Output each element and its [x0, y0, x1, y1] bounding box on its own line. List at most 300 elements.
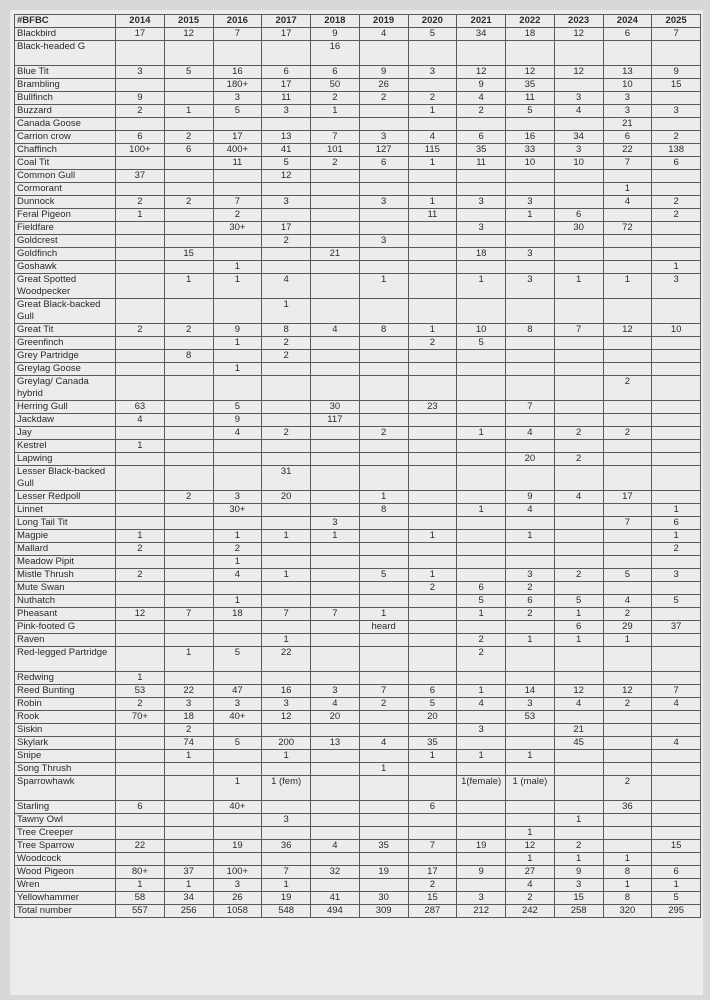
count-cell: 10 — [554, 157, 603, 170]
count-cell — [262, 414, 311, 427]
count-cell: 6 — [652, 157, 701, 170]
count-cell — [506, 363, 555, 376]
count-cell: 2 — [116, 196, 165, 209]
count-cell: 8 — [603, 866, 652, 879]
count-cell: 4 — [506, 879, 555, 892]
count-cell — [116, 556, 165, 569]
count-cell — [603, 337, 652, 350]
count-cell — [262, 801, 311, 814]
bird-count-table — [14, 14, 701, 918]
count-cell: 74 — [164, 737, 213, 750]
count-cell: 1 — [262, 634, 311, 647]
table-row — [15, 453, 701, 466]
table-title: #BFBC — [15, 15, 116, 28]
count-cell — [603, 299, 652, 324]
count-cell — [164, 401, 213, 414]
count-cell — [408, 41, 457, 66]
species-name: Goshawk — [15, 261, 116, 274]
count-cell: 21 — [603, 118, 652, 131]
count-cell: 2 — [213, 543, 262, 556]
count-cell — [652, 608, 701, 621]
count-cell: 58 — [116, 892, 165, 905]
count-cell: 7 — [311, 608, 360, 621]
count-cell: 12 — [164, 28, 213, 41]
count-cell — [164, 621, 213, 634]
count-cell: 1 — [213, 261, 262, 274]
count-cell — [116, 466, 165, 491]
count-cell — [116, 776, 165, 801]
count-cell — [164, 776, 213, 801]
count-cell — [311, 118, 360, 131]
count-cell: 2 — [603, 427, 652, 440]
count-cell — [164, 299, 213, 324]
count-cell — [311, 196, 360, 209]
count-cell — [359, 582, 408, 595]
count-cell — [262, 401, 311, 414]
count-cell — [262, 248, 311, 261]
count-cell — [262, 853, 311, 866]
count-cell: 1 — [213, 274, 262, 299]
count-cell: 256 — [164, 905, 213, 918]
count-cell — [311, 274, 360, 299]
count-cell: 2 — [408, 879, 457, 892]
count-cell: 6 — [652, 866, 701, 879]
count-cell — [408, 634, 457, 647]
count-cell — [116, 222, 165, 235]
count-cell — [457, 363, 506, 376]
year-header: 2024 — [603, 15, 652, 28]
count-cell — [457, 737, 506, 750]
count-cell: 11 — [506, 92, 555, 105]
count-cell — [164, 376, 213, 401]
count-cell: 3 — [262, 196, 311, 209]
count-cell — [457, 41, 506, 66]
count-cell — [554, 543, 603, 556]
count-cell: 2 — [652, 131, 701, 144]
count-cell: 1 — [164, 274, 213, 299]
count-cell: 127 — [359, 144, 408, 157]
count-cell — [652, 222, 701, 235]
count-cell — [213, 350, 262, 363]
count-cell — [554, 41, 603, 66]
count-cell: 2 — [116, 543, 165, 556]
table-row — [15, 440, 701, 453]
species-name: Coal Tit — [15, 157, 116, 170]
count-cell — [262, 582, 311, 595]
count-cell — [262, 672, 311, 685]
count-cell — [408, 608, 457, 621]
count-cell: 1 — [262, 879, 311, 892]
species-name: Linnet — [15, 504, 116, 517]
count-cell — [506, 466, 555, 491]
count-cell — [359, 556, 408, 569]
count-cell — [457, 621, 506, 634]
table-row — [15, 209, 701, 222]
table-row — [15, 582, 701, 595]
count-cell: 3 — [506, 569, 555, 582]
species-name: Starling — [15, 801, 116, 814]
table-row — [15, 517, 701, 530]
count-cell — [554, 414, 603, 427]
year-header: 2015 — [164, 15, 213, 28]
count-cell: 2 — [603, 698, 652, 711]
count-cell — [311, 634, 360, 647]
species-name: Reed Bunting — [15, 685, 116, 698]
count-cell — [506, 235, 555, 248]
count-cell — [457, 183, 506, 196]
count-cell: 1 — [457, 750, 506, 763]
count-cell: 3 — [408, 66, 457, 79]
count-cell — [457, 118, 506, 131]
count-cell — [408, 595, 457, 608]
count-cell: 15 — [652, 840, 701, 853]
species-name: Pink-footed G — [15, 621, 116, 634]
count-cell — [359, 261, 408, 274]
count-cell: 1 — [359, 274, 408, 299]
species-name: Great Black-backed Gull — [15, 299, 116, 324]
count-cell: 1 — [408, 569, 457, 582]
species-name: Goldfinch — [15, 248, 116, 261]
count-cell: 3 — [262, 105, 311, 118]
count-cell: 16 — [213, 66, 262, 79]
count-cell — [603, 750, 652, 763]
count-cell — [457, 814, 506, 827]
count-cell: 2 — [262, 235, 311, 248]
count-cell — [213, 672, 262, 685]
count-cell: 40+ — [213, 801, 262, 814]
count-cell — [603, 814, 652, 827]
table-row — [15, 698, 701, 711]
species-name: Tree Creeper — [15, 827, 116, 840]
count-cell — [311, 763, 360, 776]
count-cell — [652, 647, 701, 672]
count-cell: 4 — [652, 737, 701, 750]
count-cell — [359, 209, 408, 222]
count-cell — [652, 827, 701, 840]
count-cell: 2 — [262, 337, 311, 350]
count-cell — [213, 763, 262, 776]
count-cell — [506, 350, 555, 363]
count-cell: 2 — [554, 427, 603, 440]
count-cell — [506, 801, 555, 814]
species-name: Tawny Owl — [15, 814, 116, 827]
count-cell — [554, 827, 603, 840]
count-cell — [603, 672, 652, 685]
count-cell: 1 — [408, 530, 457, 543]
count-cell: 5 — [213, 105, 262, 118]
count-cell: 22 — [116, 840, 165, 853]
count-cell: 1 — [603, 879, 652, 892]
count-cell: 2 — [408, 582, 457, 595]
count-cell: 7 — [652, 685, 701, 698]
count-cell: 4 — [408, 131, 457, 144]
count-cell — [554, 299, 603, 324]
count-cell — [652, 466, 701, 491]
count-cell: 1 — [554, 634, 603, 647]
species-name: Jackdaw — [15, 414, 116, 427]
count-cell: 2 — [408, 92, 457, 105]
count-cell — [116, 183, 165, 196]
count-cell: 2 — [603, 376, 652, 401]
count-cell: 30 — [311, 401, 360, 414]
count-cell: 1 — [262, 569, 311, 582]
count-cell: 7 — [164, 608, 213, 621]
table-row — [15, 724, 701, 737]
count-cell: 30+ — [213, 222, 262, 235]
count-cell — [652, 337, 701, 350]
count-cell — [116, 248, 165, 261]
count-cell — [554, 763, 603, 776]
count-cell — [311, 440, 360, 453]
count-cell: 27 — [506, 866, 555, 879]
count-cell — [408, 763, 457, 776]
table-row — [15, 414, 701, 427]
count-cell: 17 — [262, 222, 311, 235]
count-cell — [311, 801, 360, 814]
table-row — [15, 905, 701, 918]
count-cell — [408, 556, 457, 569]
count-cell — [311, 814, 360, 827]
count-cell — [311, 724, 360, 737]
table-row — [15, 274, 701, 299]
table-row — [15, 569, 701, 582]
count-cell — [506, 41, 555, 66]
count-cell: 34 — [554, 131, 603, 144]
table-row — [15, 672, 701, 685]
count-cell: 15 — [408, 892, 457, 905]
year-header: 2016 — [213, 15, 262, 28]
count-cell — [457, 466, 506, 491]
count-cell — [408, 621, 457, 634]
table-row — [15, 556, 701, 569]
count-cell — [359, 879, 408, 892]
count-cell — [408, 543, 457, 556]
count-cell — [506, 763, 555, 776]
count-cell: 1 — [116, 209, 165, 222]
count-cell: 53 — [506, 711, 555, 724]
count-cell — [359, 440, 408, 453]
count-cell: 1 — [408, 196, 457, 209]
year-header: 2020 — [408, 15, 457, 28]
count-cell: 2 — [652, 196, 701, 209]
table-row — [15, 376, 701, 401]
count-cell — [408, 248, 457, 261]
count-cell: 6 — [164, 144, 213, 157]
count-cell: 4 — [457, 698, 506, 711]
count-cell: 20 — [262, 491, 311, 504]
table-row — [15, 504, 701, 517]
count-cell: 3 — [213, 491, 262, 504]
count-cell: 3 — [554, 92, 603, 105]
table-row — [15, 337, 701, 350]
count-cell — [554, 235, 603, 248]
count-cell: 13 — [311, 737, 360, 750]
count-cell: 18 — [506, 28, 555, 41]
count-cell: 494 — [311, 905, 360, 918]
count-cell: 100+ — [213, 866, 262, 879]
count-cell: 1 — [116, 440, 165, 453]
count-cell — [359, 466, 408, 491]
count-cell — [506, 170, 555, 183]
count-cell — [359, 363, 408, 376]
count-cell — [262, 517, 311, 530]
count-cell — [311, 183, 360, 196]
count-cell — [116, 41, 165, 66]
header-row — [15, 15, 701, 28]
count-cell: 4 — [116, 414, 165, 427]
table-row — [15, 401, 701, 414]
count-cell — [554, 79, 603, 92]
table-row — [15, 737, 701, 750]
count-cell — [457, 530, 506, 543]
count-cell — [164, 672, 213, 685]
count-cell: 26 — [213, 892, 262, 905]
count-cell: 1 — [603, 274, 652, 299]
species-name: Greylag Goose — [15, 363, 116, 376]
count-cell — [164, 569, 213, 582]
count-cell: 1 — [457, 274, 506, 299]
count-cell — [311, 337, 360, 350]
count-cell — [457, 453, 506, 466]
count-cell — [164, 634, 213, 647]
count-cell — [164, 530, 213, 543]
count-cell: 72 — [603, 222, 652, 235]
count-cell: 1 — [457, 504, 506, 517]
count-cell — [359, 672, 408, 685]
count-cell: 2 — [359, 427, 408, 440]
count-cell — [457, 414, 506, 427]
count-cell: 2 — [311, 157, 360, 170]
count-cell — [311, 672, 360, 685]
count-cell — [457, 879, 506, 892]
count-cell: 2 — [506, 608, 555, 621]
count-cell — [116, 504, 165, 517]
species-name: Magpie — [15, 530, 116, 543]
count-cell — [554, 337, 603, 350]
species-name: Meadow Pipit — [15, 556, 116, 569]
count-cell — [116, 595, 165, 608]
count-cell — [506, 647, 555, 672]
count-cell — [262, 118, 311, 131]
count-cell: 31 — [262, 466, 311, 491]
count-cell — [408, 466, 457, 491]
count-cell: 12 — [603, 324, 652, 337]
count-cell: 15 — [652, 79, 701, 92]
count-cell — [311, 261, 360, 274]
count-cell: 4 — [652, 698, 701, 711]
count-cell: 1 — [506, 827, 555, 840]
count-cell — [116, 118, 165, 131]
count-cell — [164, 118, 213, 131]
count-cell — [359, 248, 408, 261]
count-cell — [603, 261, 652, 274]
count-cell — [311, 222, 360, 235]
count-cell — [652, 427, 701, 440]
table-row — [15, 750, 701, 763]
year-header: 2022 — [506, 15, 555, 28]
count-cell: 3 — [506, 196, 555, 209]
count-cell — [457, 376, 506, 401]
count-cell — [359, 41, 408, 66]
table-row — [15, 118, 701, 131]
count-cell: 26 — [359, 79, 408, 92]
species-name: Mute Swan — [15, 582, 116, 595]
count-cell — [652, 776, 701, 801]
count-cell: 12 — [457, 66, 506, 79]
species-name: Black-headed G — [15, 41, 116, 66]
count-cell — [408, 170, 457, 183]
count-cell: 6 — [408, 801, 457, 814]
count-cell — [359, 595, 408, 608]
count-cell: 1 — [652, 879, 701, 892]
species-name: Wood Pigeon — [15, 866, 116, 879]
count-cell: 6 — [554, 209, 603, 222]
count-cell — [408, 350, 457, 363]
count-cell — [116, 337, 165, 350]
count-cell: 30+ — [213, 504, 262, 517]
species-name: Woodcock — [15, 853, 116, 866]
count-cell — [359, 634, 408, 647]
count-cell — [164, 517, 213, 530]
count-cell — [652, 363, 701, 376]
count-cell: 20 — [506, 453, 555, 466]
species-name: Great Tit — [15, 324, 116, 337]
count-cell — [359, 183, 408, 196]
count-cell: 21 — [554, 724, 603, 737]
count-cell: 200 — [262, 737, 311, 750]
count-cell: 1 (fem) — [262, 776, 311, 801]
count-cell — [164, 840, 213, 853]
count-cell: 2 — [116, 569, 165, 582]
species-name: Herring Gull — [15, 401, 116, 414]
count-cell: 557 — [116, 905, 165, 918]
count-cell: 30 — [359, 892, 408, 905]
count-cell: 4 — [311, 840, 360, 853]
count-cell: 9 — [359, 66, 408, 79]
count-cell — [554, 556, 603, 569]
count-cell: 9 — [116, 92, 165, 105]
count-cell — [213, 814, 262, 827]
count-cell — [457, 517, 506, 530]
count-cell — [359, 105, 408, 118]
count-cell: 3 — [457, 196, 506, 209]
count-cell: 6 — [359, 157, 408, 170]
table-row — [15, 801, 701, 814]
count-cell — [457, 827, 506, 840]
count-cell — [164, 504, 213, 517]
count-cell — [359, 801, 408, 814]
count-cell — [116, 299, 165, 324]
count-cell: 2 — [359, 698, 408, 711]
count-cell: 7 — [554, 324, 603, 337]
count-cell — [311, 556, 360, 569]
count-cell — [603, 209, 652, 222]
count-cell — [408, 427, 457, 440]
count-cell: 35 — [359, 840, 408, 853]
count-cell: 20 — [408, 711, 457, 724]
table-row — [15, 866, 701, 879]
table-row — [15, 105, 701, 118]
count-cell: 6 — [457, 582, 506, 595]
table-row — [15, 711, 701, 724]
year-header: 2025 — [652, 15, 701, 28]
count-cell — [554, 466, 603, 491]
count-cell — [652, 750, 701, 763]
count-cell: 5 — [652, 892, 701, 905]
count-cell — [164, 801, 213, 814]
count-cell: 18 — [457, 248, 506, 261]
species-name: Lesser Black-backed Gull — [15, 466, 116, 491]
